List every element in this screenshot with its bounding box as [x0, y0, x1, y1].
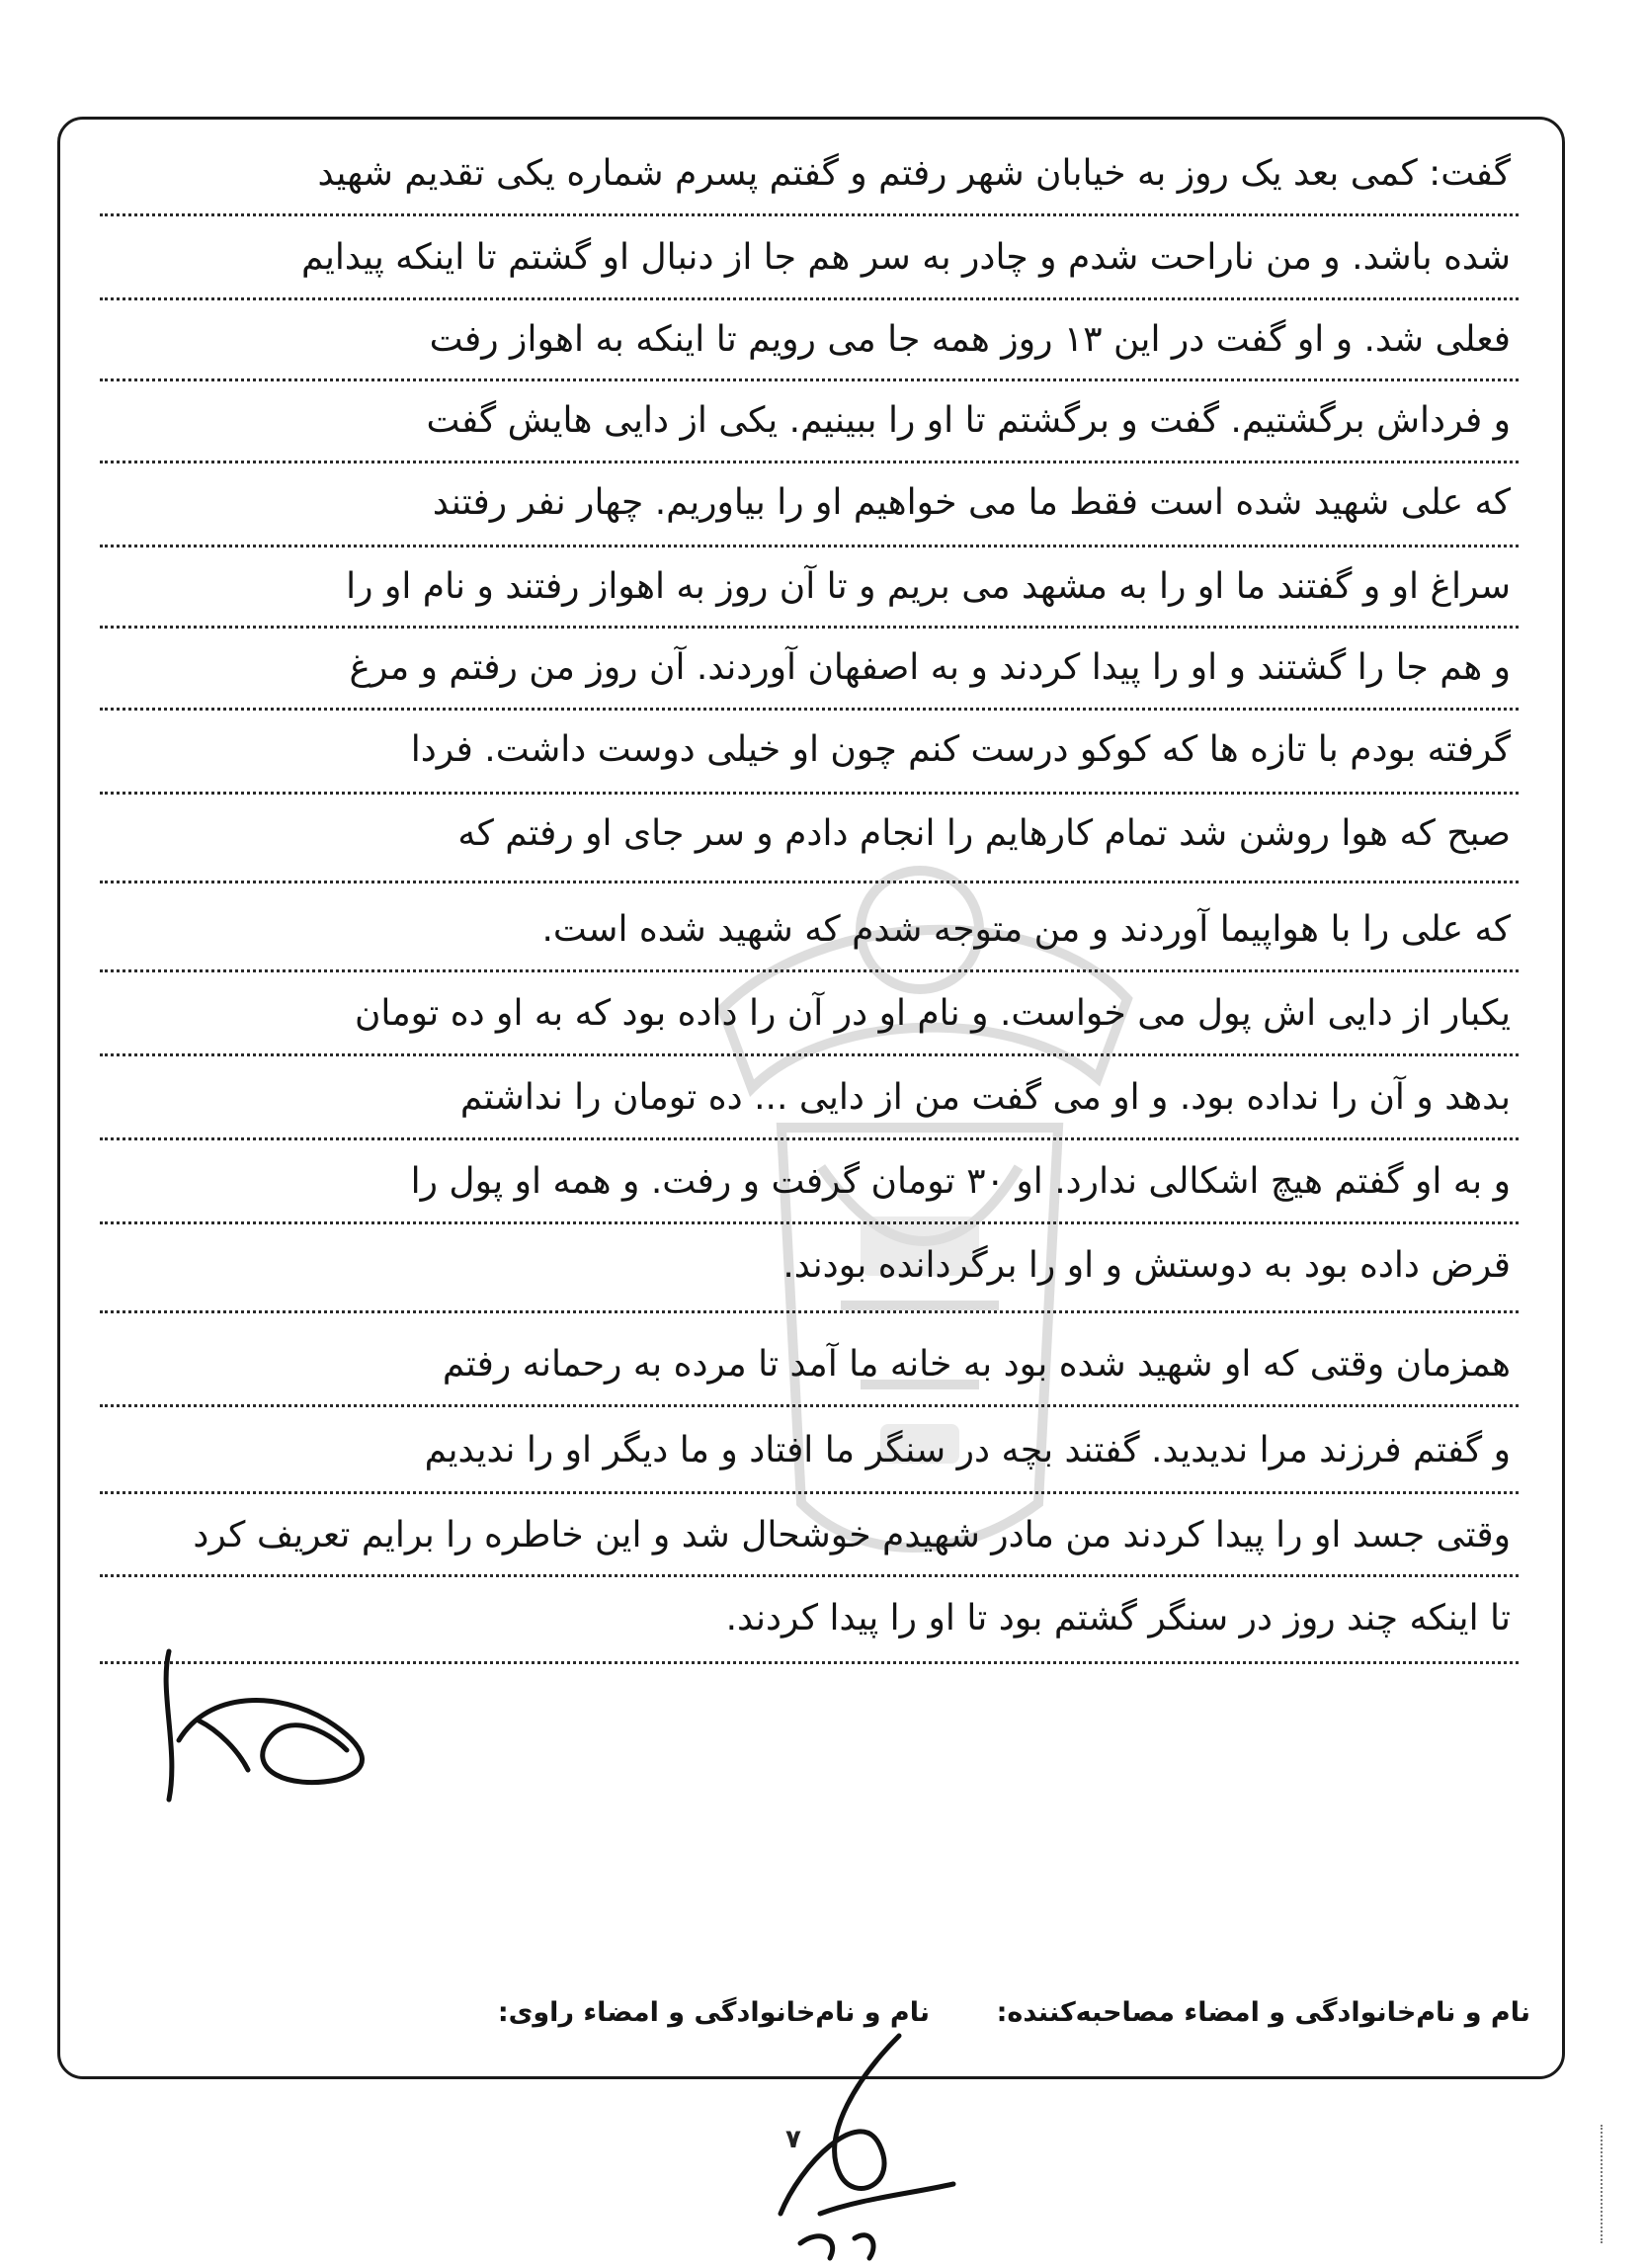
- letter-line: و گفتم فرزند مرا ندیدید. گفتند بچه در سنگر ما افتاد و ما دیگر او را ندیدیم: [424, 1430, 1511, 1470]
- letter-line: سراغ او و گفتند ما او را به مشهد می بریم و تا آن روز به اهواز رفتند و نام او را: [346, 566, 1511, 607]
- ruled-line: [100, 545, 1519, 547]
- scan-edge-mark: [1601, 2125, 1606, 2243]
- letter-line: همزمان وقتی که او شهید شده بود به خانه ما آمد تا مرده به رحمانه رفتم: [442, 1344, 1511, 1385]
- letter-line: گرفته بودم با تازه ها که کوکو درست کنم چون او خیلی دوست داشت. فردا: [410, 729, 1511, 770]
- letter-line: فعلی شد. و او گفت در این ۱۳ روز همه جا می رویم تا اینکه به اهواز رفت: [429, 319, 1511, 360]
- letter-line: و هم جا را گشتند و او را پیدا کردند و به اصفهان آوردند. آن روز من رفتم و مرغ: [349, 647, 1511, 688]
- interviewer-signature-label: نام و نام‌خانوادگی و امضاء مصاحبه‌کننده:: [996, 1997, 1530, 2028]
- ruled-line: [100, 378, 1519, 381]
- letter-line: و به او گفتم هیچ اشکالی ندارد. او ۳۰ تومان گرفت و رفت. و همه او پول را: [410, 1161, 1511, 1202]
- letter-line: صبح که هوا روشن شد تمام کارهایم را انجام دادم و سر جای او رفتم که: [457, 813, 1511, 854]
- ruled-line: [100, 1053, 1519, 1056]
- letter-line: یکبار از دایی اش پول می خواست. و نام او در آن را داده بود که به او ده تومان: [354, 993, 1511, 1034]
- letter-line: تا اینکه چند روز در سنگر گشتم بود تا او را پیدا کردند.: [725, 1598, 1511, 1638]
- ruled-line: [100, 1221, 1519, 1224]
- ruled-line: [100, 708, 1519, 711]
- document-frame: [57, 117, 1565, 2079]
- ruled-line: [100, 1404, 1519, 1407]
- letter-line: شده باشد. و من ناراحت شدم و چادر به سر هم جا از دنبال او گشتم تا اینکه پیدایم: [300, 237, 1511, 278]
- ruled-line: [100, 626, 1519, 629]
- letter-line: بدهد و آن را نداده بود. و او می گفت من از دایی ... ده تومان را نداشتم: [459, 1077, 1511, 1118]
- letter-line: وقتی جسد او را پیدا کردند من مادر شهیدم خوشحال شد و این خاطره را برایم تعریف کرد: [193, 1515, 1511, 1555]
- letter-line: و فرداش برگشتیم. گفت و برگشتم تا او را ببینیم. یکی از دایی هایش گفت: [426, 400, 1511, 441]
- page-number: ۷: [785, 2125, 801, 2154]
- ruled-line: [100, 1137, 1519, 1140]
- ruled-line: [100, 1574, 1519, 1577]
- ruled-line: [100, 461, 1519, 463]
- ruled-line: [100, 1310, 1519, 1313]
- letter-line: که علی شهید شده است فقط ما می خواهیم او را بیاوریم. چهار نفر رفتند: [432, 482, 1511, 523]
- narrator-signature-label: نام و نام‌خانوادگی و امضاء راوی:: [497, 1997, 930, 2028]
- letter-line: که علی را با هواپیما آوردند و من متوجه شدم که شهید شده است.: [541, 909, 1511, 950]
- narrator-signature-icon: [139, 1632, 406, 1819]
- ruled-line: [100, 792, 1519, 795]
- ruled-line: [100, 1491, 1519, 1494]
- ruled-line: [100, 297, 1519, 300]
- ruled-line: [100, 881, 1519, 883]
- letter-line: گفت: کمی بعد یک روز به خیابان شهر رفتم و گفتم پسرم شماره یکی تقدیم شهید: [317, 153, 1511, 194]
- ruled-line: [100, 969, 1519, 972]
- letter-line: قرض داده بود به دوستش و او را برگردانده بودند.: [782, 1245, 1511, 1286]
- ruled-line: [100, 213, 1519, 216]
